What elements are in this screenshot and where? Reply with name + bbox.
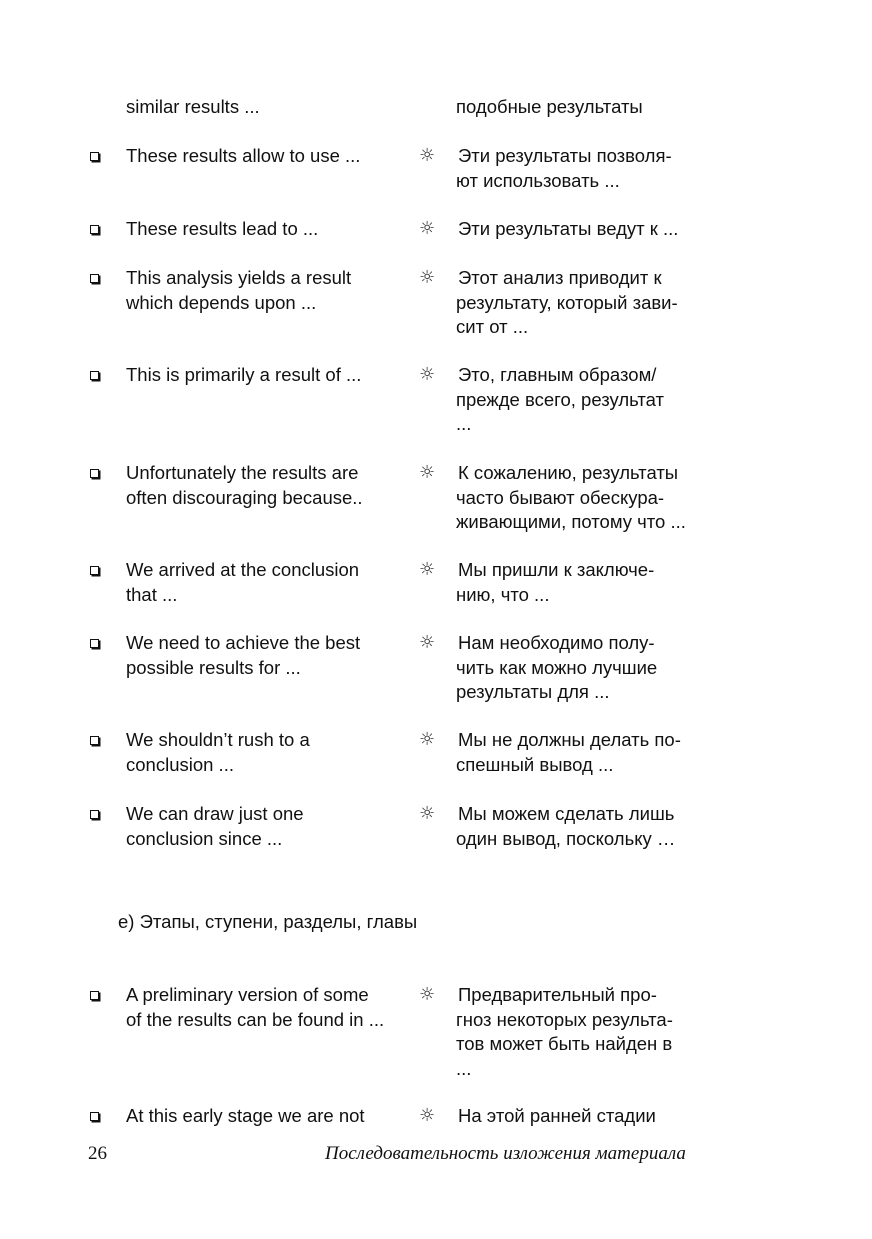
russian-phrase <box>456 983 746 1081</box>
sun-icon: ☼ <box>419 462 436 483</box>
russian-phrase-line: спешный вывод ... <box>456 753 614 775</box>
square-bullet-icon <box>90 469 99 478</box>
english-phrase <box>126 631 411 680</box>
russian-phrase-line: сит от ... <box>456 316 529 337</box>
russian-phrase <box>456 802 746 851</box>
russian-phrase-line: результату, который зави- <box>456 291 678 313</box>
english-phrase-line: conclusion since ... <box>126 827 283 849</box>
english-phrase <box>126 558 411 607</box>
sun-icon: ☼ <box>419 218 436 239</box>
sun-icon: ☼ <box>419 803 436 824</box>
english-phrase-line: of the results can be found in ... <box>126 1008 385 1030</box>
english-phrase-line: A preliminary version of some <box>126 984 369 1005</box>
russian-phrase-line: Мы не должны делать по- <box>458 729 681 750</box>
english-phrase-line: These results allow to use ... <box>126 145 361 166</box>
english-phrase <box>126 266 411 315</box>
page-number: 26 <box>88 1143 107 1164</box>
russian-phrase-line: один вывод, поскольку … <box>456 827 676 849</box>
english-phrase <box>126 728 411 777</box>
top-ru: подобные результаты <box>456 96 643 117</box>
russian-phrase <box>456 558 746 607</box>
russian-phrase-line: тов может быть найден в <box>456 1033 673 1054</box>
english-phrase-line: which depends upon ... <box>126 291 317 313</box>
russian-phrase-line: гноз некоторых результа- <box>456 1008 673 1030</box>
russian-phrase <box>456 1104 746 1129</box>
english-phrase-line: We shouldn’t rush to a <box>126 729 310 750</box>
russian-phrase-line: Мы пришли к заключе- <box>458 559 655 580</box>
english-phrase-line: At this early stage we are not <box>126 1105 365 1126</box>
square-bullet-icon <box>90 225 99 234</box>
russian-phrase-line: К сожалению, результаты <box>458 462 679 483</box>
english-phrase-line: possible results for ... <box>126 656 301 678</box>
english-phrase <box>126 461 411 510</box>
sun-icon: ☼ <box>419 267 436 288</box>
english-phrase-line: Unfortunately the results are <box>126 462 359 483</box>
sun-icon: ☼ <box>419 984 436 1005</box>
russian-phrase-line: часто бывают обескура- <box>456 486 665 508</box>
square-bullet-icon <box>90 736 99 745</box>
sun-icon: ☼ <box>419 632 436 653</box>
english-phrase-line: These results lead to ... <box>126 218 319 239</box>
english-phrase-line: We need to achieve the best <box>126 632 361 653</box>
sun-icon: ☼ <box>419 559 436 580</box>
russian-phrase-line: Этот анализ приводит к <box>458 267 662 288</box>
square-bullet-icon <box>90 810 99 819</box>
section-heading: e) Этапы, ступени, разделы, главы <box>118 911 418 932</box>
russian-phrase <box>456 144 746 193</box>
russian-phrase-line: ... <box>456 1057 472 1079</box>
russian-phrase-line: Эти результаты позволя- <box>458 145 672 166</box>
square-bullet-icon <box>90 152 99 161</box>
square-bullet-icon <box>90 991 99 1000</box>
russian-phrase <box>456 728 746 777</box>
russian-phrase-line: нию, что ... <box>456 583 550 605</box>
english-phrase-line: This analysis yields a result <box>126 267 352 288</box>
russian-phrase-line: Нам необходимо полу- <box>458 632 655 653</box>
russian-phrase <box>456 363 746 437</box>
russian-phrase-line: ют использовать ... <box>456 169 620 191</box>
top-en: similar results ... <box>126 96 260 117</box>
english-phrase-line: that ... <box>126 583 178 605</box>
russian-phrase-line: прежде всего, результат <box>456 388 664 410</box>
square-bullet-icon <box>90 1112 99 1121</box>
russian-phrase-line: живающими, потому что ... <box>456 511 686 532</box>
russian-phrase-line: Мы можем сделать лишь <box>458 803 675 824</box>
russian-phrase <box>456 631 746 705</box>
russian-phrase-line: Предварительный про- <box>458 984 657 1005</box>
russian-phrase <box>456 266 746 340</box>
russian-phrase-line: Это, главным образом/ <box>458 364 657 385</box>
sun-icon: ☼ <box>419 364 436 385</box>
english-phrase <box>126 217 411 242</box>
russian-phrase-line: На этой ранней стадии <box>458 1105 656 1126</box>
english-phrase-line: We can draw just one <box>126 803 304 824</box>
english-phrase <box>126 983 411 1032</box>
english-phrase-line: This is primarily a result of ... <box>126 364 362 385</box>
russian-phrase <box>456 217 746 242</box>
english-phrase <box>126 1104 411 1129</box>
square-bullet-icon <box>90 371 99 380</box>
sun-icon: ☼ <box>419 729 436 750</box>
english-phrase-line: We arrived at the conclusion <box>126 559 360 580</box>
russian-phrase-line: результаты для ... <box>456 681 610 702</box>
square-bullet-icon <box>90 566 99 575</box>
english-phrase-line: conclusion ... <box>126 753 234 775</box>
sun-icon: ☼ <box>419 145 436 166</box>
russian-phrase-line: Эти результаты ведут к ... <box>458 218 679 239</box>
english-phrase <box>126 144 411 169</box>
english-phrase <box>126 802 411 851</box>
sun-icon: ☼ <box>419 1105 436 1126</box>
russian-phrase-line: ... <box>456 413 472 434</box>
square-bullet-icon <box>90 274 99 283</box>
russian-phrase-line: чить как можно лучшие <box>456 656 658 678</box>
square-bullet-icon <box>90 639 99 648</box>
english-phrase-line: often discouraging because.. <box>126 486 363 508</box>
english-phrase <box>126 363 411 388</box>
russian-phrase <box>456 461 746 535</box>
running-title: Последовательность изложения материала <box>325 1143 686 1164</box>
